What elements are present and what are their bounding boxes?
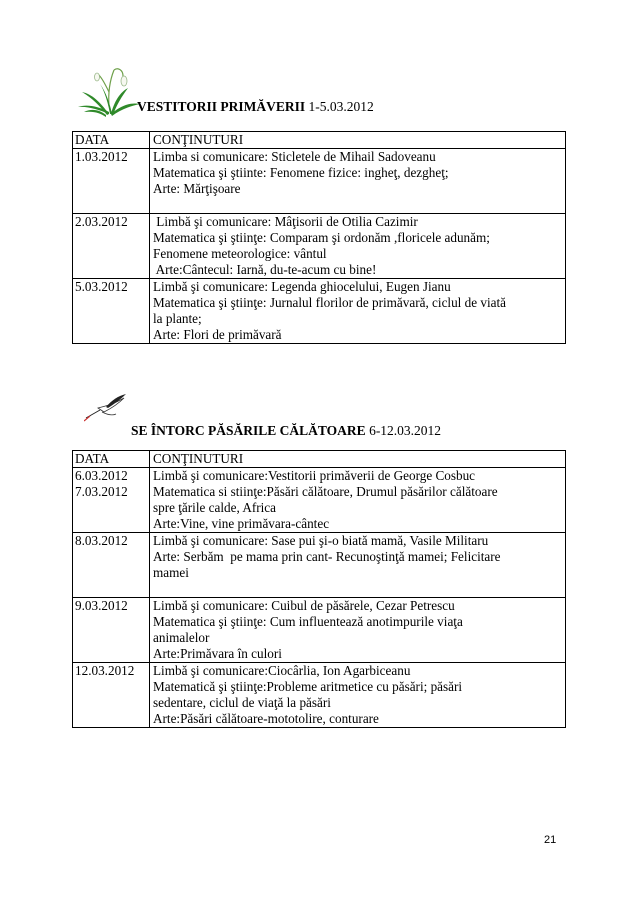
- table-header-row: [73, 132, 566, 149]
- section1-heading: [137, 99, 374, 115]
- section1-title: VESTITORII PRIMĂVERII: [137, 99, 306, 114]
- row-date: 7.03.2012: [75, 484, 128, 499]
- table-row: [73, 533, 566, 598]
- snowdrop-plant-icon: [78, 62, 140, 118]
- row-date: 12.03.2012: [75, 663, 135, 678]
- row-line: Arte: Mărţişoare: [153, 181, 241, 196]
- section2-table: [72, 450, 566, 728]
- row-line: Arte: Serbăm pe mama prin cant- Recunoştinţă mamei; Felicitare: [153, 549, 501, 564]
- row-line: mamei: [153, 565, 189, 580]
- row-date: 8.03.2012: [75, 533, 128, 548]
- row-line: Fenomene meteorologice: vântul: [153, 246, 327, 261]
- row-line: Arte:Cântecul: Iarnă, du-te-acum cu bine!: [153, 262, 377, 277]
- stork-bird-icon: [84, 392, 128, 422]
- row-line: Limbă şi comunicare:Vestitorii primăverii de George Cosbuc: [153, 468, 476, 483]
- section1-dates: 1-5.03.2012: [308, 99, 374, 114]
- row-date: 6.03.2012: [75, 468, 128, 483]
- row-date: 5.03.2012: [75, 279, 128, 294]
- row-line: Matematica şi ştiinţe: Comparam şi ordonăm ,floricele adunăm;: [153, 230, 490, 245]
- row-date: 2.03.2012: [75, 214, 128, 229]
- row-line: Limbă şi comunicare: Mâţisorii de Otilia Cazimir: [153, 214, 418, 229]
- row-line: sedentare, ciclul de viaţă la păsări: [153, 695, 331, 710]
- table-row: [73, 149, 566, 214]
- row-line: Matematica si stiinţe:Păsări călătoare, Drumul păsărilor călătoare: [153, 484, 498, 499]
- page-number: 21: [544, 834, 557, 846]
- header-content: CONŢINUTURI: [150, 451, 566, 468]
- row-line: Arte:Primăvara în culori: [153, 646, 282, 661]
- header-content: CONŢINUTURI: [150, 132, 566, 149]
- row-line: animalelor: [153, 630, 210, 645]
- table-header-row: [73, 451, 566, 468]
- row-line: Arte:Păsări călătoare-mototolire, conturare: [153, 711, 379, 726]
- row-line: Limbă şi comunicare: Sase pui şi-o biată mamă, Vasile Militaru: [153, 533, 489, 548]
- row-line: Matematica şi ştiinţe: Cum influentează anotimpurile viaţa: [153, 614, 463, 629]
- section2-title: SE ÎNTORC PĂSĂRILE CĂLĂTOARE: [131, 423, 366, 438]
- section1-table: [72, 131, 566, 344]
- table-row: [73, 214, 566, 279]
- row-line: Arte:Vine, vine primăvara-cântec: [153, 516, 330, 531]
- row-line: [153, 197, 561, 213]
- table-row: [73, 468, 566, 533]
- table-row: [73, 663, 566, 728]
- table-row: [73, 279, 566, 344]
- row-line: Matematică şi ştiinţe:Probleme aritmetice cu păsări; păsări: [153, 679, 463, 694]
- header-date: DATA: [73, 132, 150, 149]
- row-date: 1.03.2012: [75, 149, 128, 164]
- row-date: 9.03.2012: [75, 598, 128, 613]
- header-date: DATA: [73, 451, 150, 468]
- row-line: Arte: Flori de primăvară: [153, 327, 282, 342]
- row-line: Limbă şi comunicare: Cuibul de păsărele, Cezar Petrescu: [153, 598, 455, 613]
- row-line: Limba si comunicare: Sticletele de Mihail Sadoveanu: [153, 149, 436, 164]
- section2-heading: [131, 423, 441, 439]
- row-line: Matematica şi ştiinte: Fenomene fizice: ingheţ, dezgheţ;: [153, 165, 449, 180]
- table-row: [73, 598, 566, 663]
- row-line: Limbă şi comunicare:Ciocârlia, Ion Agarbiceanu: [153, 663, 411, 678]
- row-line: spre ţările calde, Africa: [153, 500, 277, 515]
- row-line: la plante;: [153, 311, 202, 326]
- row-line: Limbă şi comunicare: Legenda ghiocelului, Eugen Jianu: [153, 279, 451, 294]
- row-line: [153, 581, 561, 597]
- section2-dates: 6-12.03.2012: [369, 423, 442, 438]
- row-line: Matematica şi ştiinţe: Jurnalul florilor de primăvară, ciclul de viată: [153, 295, 507, 310]
